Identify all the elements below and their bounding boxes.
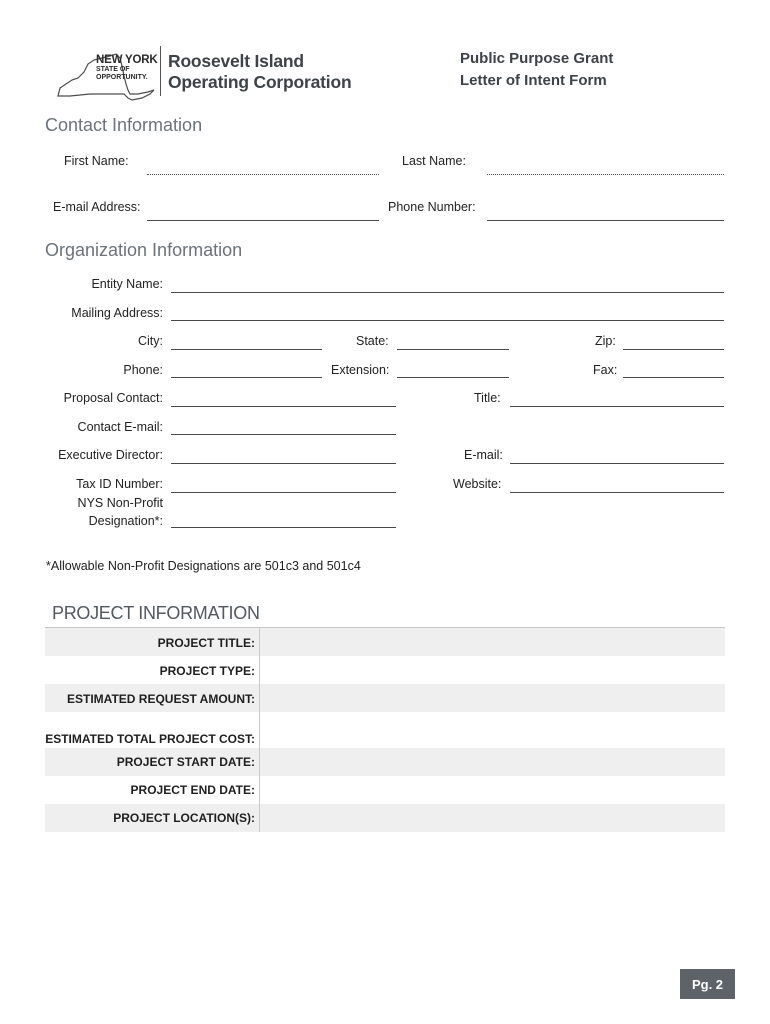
nonprofit-note: *Allowable Non-Profit Designations are 501c3 and 501c4 <box>46 559 361 573</box>
contact-title-label: Title: <box>474 391 501 405</box>
contact-email-field[interactable] <box>171 434 396 435</box>
proposal-contact-label: Proposal Contact: <box>63 391 163 405</box>
extension-label: Extension: <box>331 363 390 377</box>
nonprofit-designation-label <box>78 494 163 530</box>
first-name-label: First Name: <box>64 154 129 168</box>
project-start-date-row[interactable] <box>45 748 725 776</box>
executive-email-label: E-mail: <box>464 448 503 462</box>
mailing-address-label: Mailing Address: <box>71 306 163 320</box>
project-section-heading: PROJECT INFORMATION <box>52 603 260 623</box>
city-label: City: <box>138 334 163 348</box>
logo-divider <box>160 46 161 96</box>
email-address-field[interactable] <box>147 220 379 221</box>
project-title-label: PROJECT TITLE: <box>157 636 255 650</box>
org-phone-label: Phone: <box>123 363 163 377</box>
entity-name-field[interactable] <box>171 292 724 293</box>
executive-director-label: Executive Director: <box>58 448 163 462</box>
form-title <box>460 48 613 92</box>
last-name-label: Last Name: <box>402 154 466 168</box>
entity-name-label: Entity Name: <box>91 277 163 291</box>
estimated-request-amount-row[interactable] <box>45 684 725 712</box>
fax-label: Fax: <box>593 363 618 377</box>
nonprofit-designation-field[interactable] <box>171 527 396 528</box>
fax-field[interactable] <box>623 377 724 378</box>
tax-id-field[interactable] <box>171 492 396 493</box>
website-field[interactable] <box>510 492 724 493</box>
project-type-row[interactable] <box>45 656 725 684</box>
phone-number-field[interactable] <box>487 220 724 221</box>
contact-section-heading: Contact Information <box>45 115 203 135</box>
project-type-label: PROJECT TYPE: <box>159 664 255 678</box>
state-label: State: <box>356 334 389 348</box>
form-title-line2: Letter of Intent Form <box>460 72 607 89</box>
nys-logo-subtitle <box>96 66 148 82</box>
executive-email-field[interactable] <box>510 463 724 464</box>
estimated-request-amount-label: ESTIMATED REQUEST AMOUNT: <box>67 692 255 706</box>
proposal-contact-field[interactable] <box>171 406 396 407</box>
email-address-label: E-mail Address: <box>53 200 141 214</box>
project-start-date-label: PROJECT START DATE: <box>116 755 255 769</box>
project-title-row[interactable] <box>45 628 725 656</box>
contact-title-field[interactable] <box>510 406 724 407</box>
project-info-table <box>45 627 725 831</box>
org-name-line2: Operating Corporation <box>168 72 352 92</box>
project-location-row[interactable] <box>45 804 725 832</box>
org-phone-field[interactable] <box>171 377 322 378</box>
nonprofit-designation-label-line2: Designation*: <box>88 514 163 528</box>
nys-logo-subtitle-line2: OPPORTUNITY. <box>96 74 148 81</box>
nys-logo-title: NEW YORK <box>96 54 158 66</box>
zip-field[interactable] <box>623 349 724 350</box>
project-location-label: PROJECT LOCATION(S): <box>113 811 255 825</box>
first-name-field[interactable] <box>147 174 379 175</box>
page-number-badge: Pg. 2 <box>680 969 735 999</box>
website-label: Website: <box>453 477 502 491</box>
executive-director-field[interactable] <box>171 463 396 464</box>
contact-email-label: Contact E-mail: <box>77 420 163 434</box>
phone-number-label: Phone Number: <box>388 200 476 214</box>
extension-field[interactable] <box>397 377 509 378</box>
nonprofit-designation-label-line1: NYS Non-Profit <box>77 496 163 510</box>
form-title-line1: Public Purpose Grant <box>460 50 614 67</box>
estimated-total-cost-row[interactable] <box>45 712 725 748</box>
project-table-divider <box>259 628 260 832</box>
mailing-address-field[interactable] <box>171 320 724 321</box>
zip-label: Zip: <box>595 334 616 348</box>
org-name-line1: Roosevelt Island <box>168 51 304 71</box>
project-end-date-row[interactable] <box>45 776 725 804</box>
project-end-date-label: PROJECT END DATE: <box>130 783 255 797</box>
state-field[interactable] <box>397 349 509 350</box>
last-name-field[interactable] <box>487 174 724 175</box>
org-name <box>168 51 351 93</box>
organization-section-heading: Organization Information <box>45 240 243 260</box>
tax-id-label: Tax ID Number: <box>76 477 163 491</box>
city-field[interactable] <box>171 349 322 350</box>
nys-logo-subtitle-line1: STATE OF <box>96 66 130 73</box>
estimated-total-cost-label: ESTIMATED TOTAL PROJECT COST: <box>45 732 255 746</box>
